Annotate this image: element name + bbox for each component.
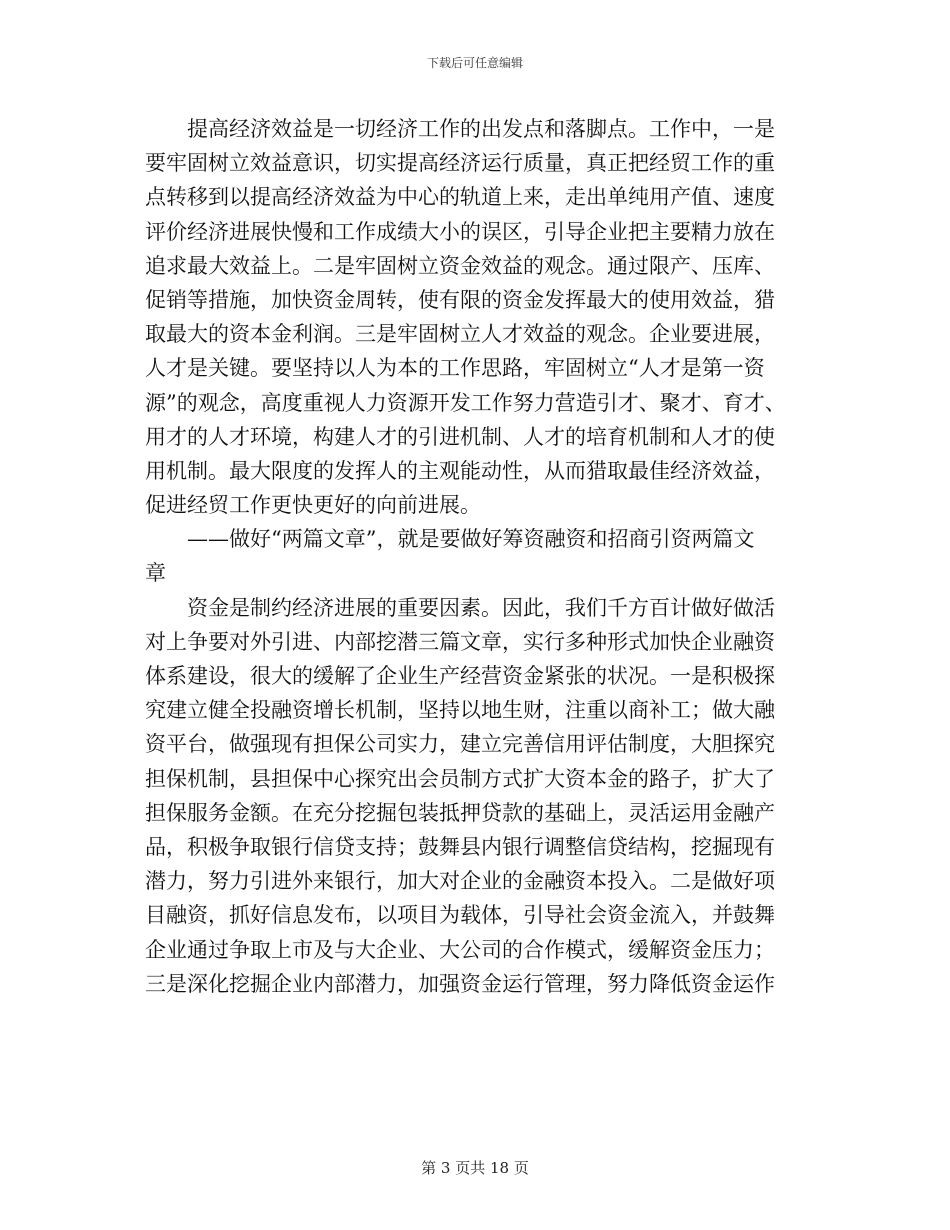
page-header: 下载后可任意编辑 <box>426 56 523 70</box>
text-line: 对上争要对外引进、内部挖潜三篇文章，实行多种形式加快企业融资 <box>145 629 775 654</box>
document-body <box>145 112 815 1001</box>
paragraph-economic-benefit <box>145 112 815 522</box>
text-line: 体系建设，很大的缓解了企业生产经营资金紧张的状况。一是积极探 <box>145 664 775 688</box>
text-line: 用才的人才环境，构建人才的引进机制、人才的培育机制和人才的使 <box>145 424 775 449</box>
paragraph-funding <box>145 591 815 1001</box>
text-line: 资平台，做强现有担保公司实力，建立完善信用评估制度，大胆探究 <box>145 732 775 757</box>
text-line: ——做好“两篇文章”，就是要做好筹资融资和招商引资两篇文 <box>145 527 755 552</box>
text-line: 要牢固树立效益意识，切实提高经济运行质量，真正把经贸工作的重 <box>145 151 775 176</box>
page-number: 第 3 页共 18 页 <box>421 1159 529 1177</box>
paragraph-two-articles <box>145 522 815 590</box>
text-line: 担保机制，县担保中心探究出会员制方式扩大资本金的路子，扩大了 <box>145 766 775 791</box>
text-line: 担保服务金额。在充分挖掘包装抵押贷款的基础上，灵活运用金融产 <box>145 800 775 825</box>
text-line: 追求最大效益上。二是牢固树立资金效益的观念。通过限产、压库、 <box>145 253 775 278</box>
text-line: 资金是制约经济进展的重要因素。因此，我们千方百计做好做活 <box>145 595 775 620</box>
text-line: 三是深化挖掘企业内部潜力，加强资金运行管理，努力降低资金运作 <box>145 971 775 996</box>
text-line: 章 <box>145 561 166 586</box>
text-line: 提高经济效益是一切经济工作的出发点和落脚点。工作中，一是 <box>145 117 775 141</box>
text-line: 潜力，努力引进外来银行，加大对企业的金融资本投入。二是做好项 <box>145 869 775 894</box>
text-line: 促进经贸工作更快更好的向前进展。 <box>145 493 481 518</box>
text-line: 源”的观念，高度重视人力资源开发工作努力营造引才、聚才、育才、 <box>145 390 786 415</box>
text-line: 用机制。最大限度的发挥人的主观能动性，从而猎取最佳经济效益， <box>145 458 775 483</box>
text-line: 促销等措施，加快资金周转，使有限的资金发挥最大的使用效益，猎 <box>145 287 775 312</box>
text-line: 点转移到以提高经济效益为中心的轨道上来，走出单纯用产值、速度 <box>145 185 775 210</box>
text-line: 目融资，抓好信息发布，以项目为载体，引导社会资金流入，并鼓舞 <box>145 903 775 928</box>
text-line: 取最大的资本金利润。三是牢固树立人才效益的观念。企业要进展， <box>145 322 775 347</box>
text-line: 企业通过争取上市及与大企业、大公司的合作模式，缓解资金压力； <box>145 937 775 962</box>
text-line: 究建立健全投融资增长机制，坚持以地生财，注重以商补工；做大融 <box>145 698 775 723</box>
text-line: 品，积极争取银行信贷支持；鼓舞县内银行调整信贷结构，挖掘现有 <box>145 834 775 859</box>
text-line: 人才是关键。要坚持以人为本的工作思路，牢固树立“人才是第一资 <box>145 356 765 381</box>
text-line: 评价经济进展快慢和工作成绩大小的误区，引导企业把主要精力放在 <box>145 219 775 244</box>
